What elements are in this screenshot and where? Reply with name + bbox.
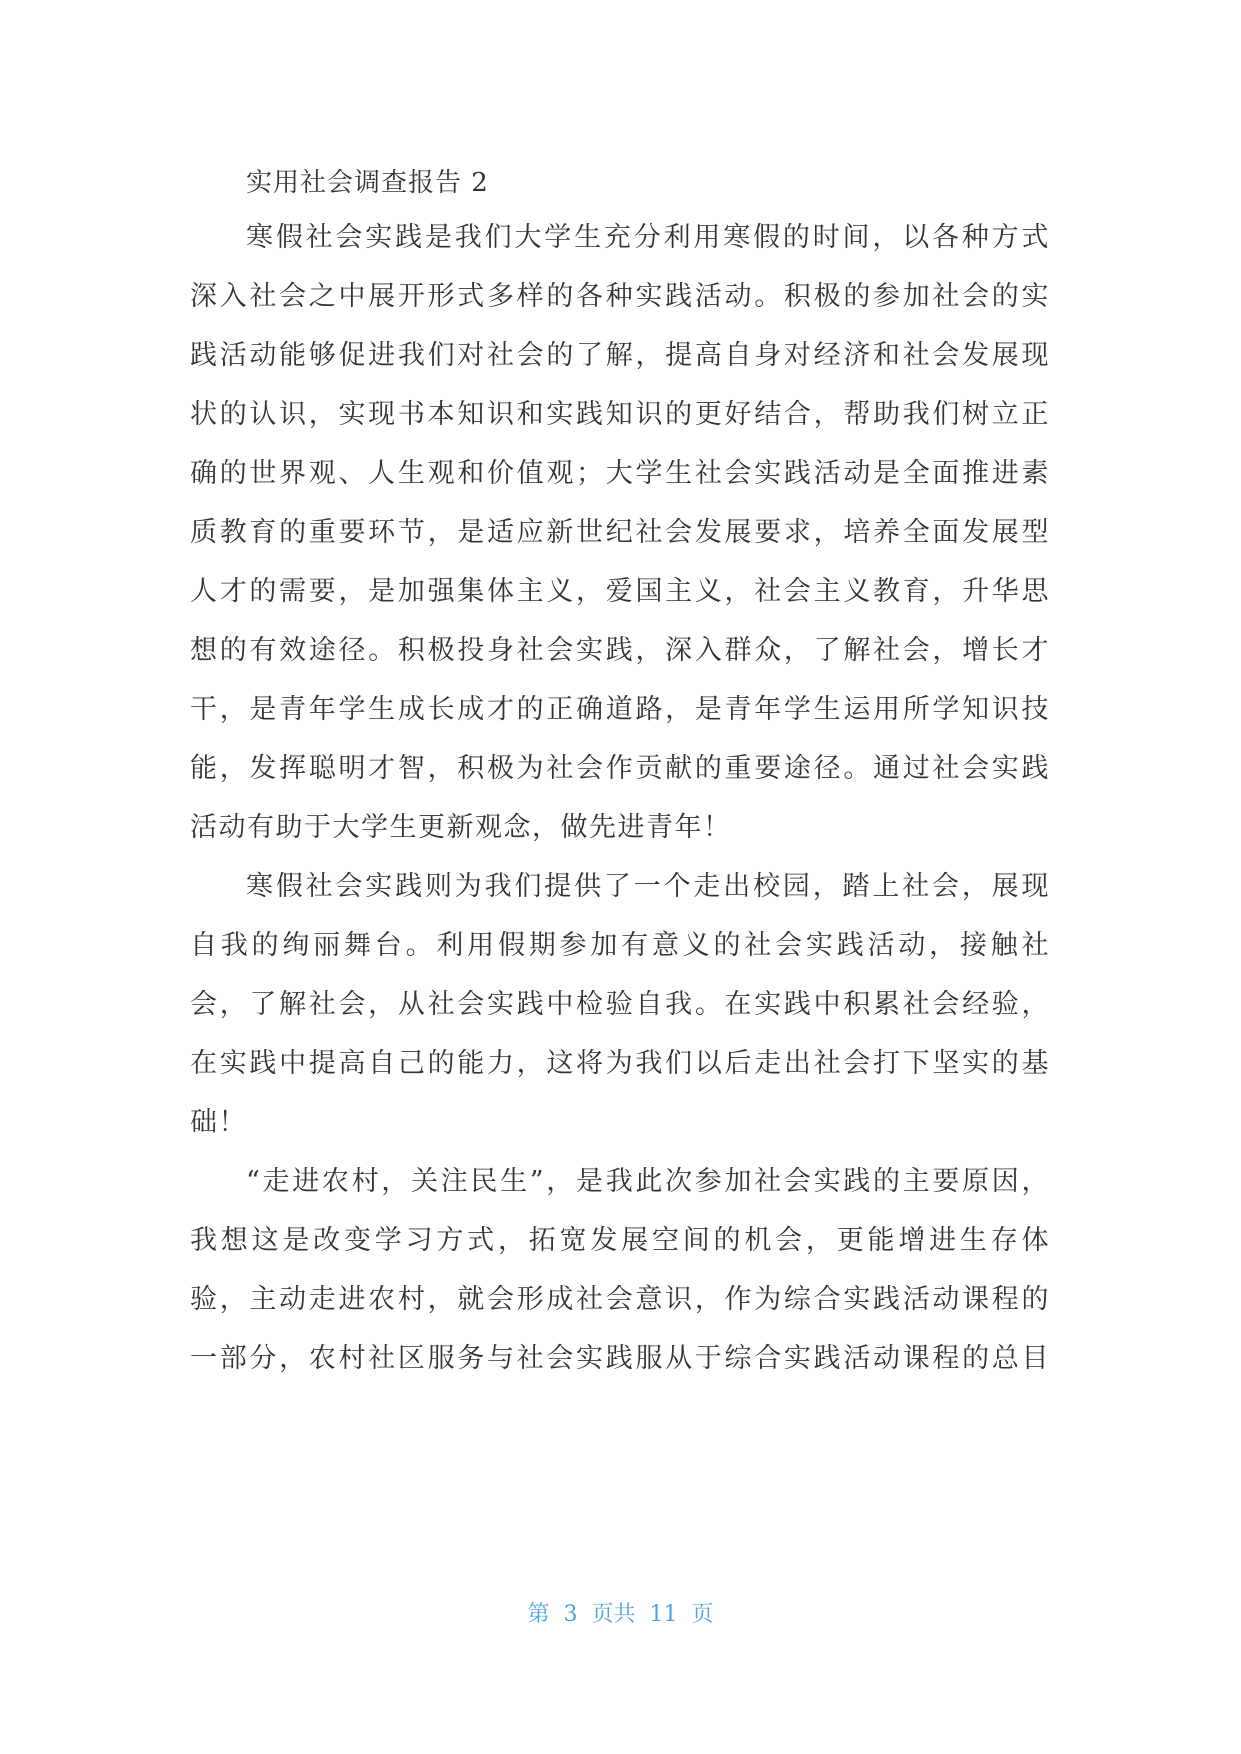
text-line: 想的有效途径。积极投身社会实践，深入群众，了解社会，增长才: [190, 635, 1050, 666]
text-line: 在实践中提高自己的能力，这将为我们以后走出社会打下坚实的基: [190, 1048, 1050, 1079]
text-line: 寒假社会实践则为我们提供了一个走出校园，踏上社会，展现: [246, 871, 1050, 902]
text-line: 我想这是改变学习方式，拓宽发展空间的机会，更能增进生存体: [190, 1225, 1050, 1256]
text-line: 一部分，农村社区服务与社会实践服从于综合实践活动课程的总目: [190, 1343, 1050, 1374]
text-line: 干，是青年学生成长成才的正确道路，是青年学生运用所学知识技: [190, 694, 1050, 725]
text-line: 活动有助于大学生更新观念，做先进青年！: [190, 812, 732, 843]
text-line: 践活动能够促进我们对社会的了解，提高自身对经济和社会发展现: [190, 340, 1050, 371]
text-line: 深入社会之中展开形式多样的各种实践活动。积极的参加社会的实: [190, 281, 1050, 312]
text-line: 质教育的重要环节，是适应新世纪社会发展要求，培养全面发展型: [190, 517, 1050, 548]
text-line: 状的认识，实现书本知识和实践知识的更好结合，帮助我们树立正: [190, 399, 1050, 430]
text-line: 验，主动走进农村，就会形成社会意识，作为综合实践活动课程的: [190, 1284, 1050, 1315]
text-line: 确的世界观、人生观和价值观；大学生社会实践活动是全面推进素: [190, 458, 1050, 489]
text-line: 础！: [190, 1107, 247, 1138]
text-line: 能，发挥聪明才智，积极为社会作贡献的重要途径。通过社会实践: [190, 753, 1050, 784]
text-line: 人才的需要，是加强集体主义，爱国主义，社会主义教育，升华思: [190, 576, 1050, 607]
document-title: 实用社会调查报告 2: [246, 168, 489, 198]
text-line: 自我的绚丽舞台。利用假期参加有意义的社会实践活动，接触社: [190, 930, 1050, 961]
text-line: “走进农村，关注民生”，是我此次参加社会实践的主要原因，: [246, 1166, 1050, 1197]
page-number-footer: 第 3 页共 11 页: [527, 1602, 714, 1627]
text-line: 会，了解社会，从社会实践中检验自我。在实践中积累社会经验，: [190, 989, 1050, 1020]
text-line: 寒假社会实践是我们大学生充分利用寒假的时间，以各种方式: [246, 222, 1050, 253]
